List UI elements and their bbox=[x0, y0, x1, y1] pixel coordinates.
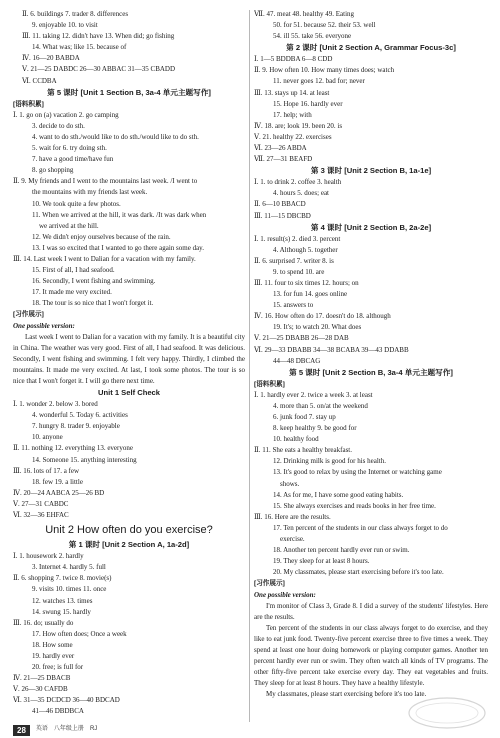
answer-line: 3. decide to do sth. bbox=[32, 121, 85, 130]
answer-line: [习作展示] bbox=[13, 311, 44, 319]
answer-line: 15. First of all, I had seafood. bbox=[32, 266, 115, 275]
section-heading: 第 4 课时 [Unit 2 Section B, 2a-2e] bbox=[310, 222, 432, 232]
answer-line: 9. visits 10. times 11. once bbox=[32, 585, 107, 594]
answer-line: 14. swung 15. hardly bbox=[32, 607, 91, 616]
answer-line: 41—46 DBDBCA bbox=[32, 707, 84, 716]
answer-line: Ⅲ. 16. lots of 17. a few bbox=[13, 466, 80, 475]
right-column bbox=[254, 9, 488, 700]
section-heading: 第 1 课时 [Unit 2 Section A, 1a-2d] bbox=[68, 540, 190, 550]
answer-line: Ⅰ. 1. wonder 2. below 3. bored bbox=[13, 400, 98, 409]
answer-line: One possible version: bbox=[254, 590, 316, 599]
answer-line: shows. bbox=[280, 479, 300, 488]
answer-line: 44—48 DBCAG bbox=[273, 356, 321, 365]
answer-line: Ⅲ. 13. stays up 14. at least bbox=[254, 88, 330, 97]
answer-line: 15. answers to bbox=[273, 301, 314, 310]
essay-paragraph: My classmates, please start exercising before it's too late. bbox=[266, 690, 427, 699]
answer-line: 15. Hope 16. hardly ever bbox=[273, 99, 343, 108]
answer-line: Ⅰ. 1. housework 2. hardly bbox=[13, 552, 84, 561]
answer-line: 4. want to do sth./would like to do sth./would like to do sth. bbox=[32, 132, 199, 141]
answer-line: Ⅵ. CCDBA bbox=[22, 76, 57, 85]
answer-line: 54. ill 55. take 56. everyone bbox=[273, 32, 352, 41]
answer-line: 8. keep healthy 9. be good for bbox=[273, 424, 357, 433]
answer-line: 13. It's good to relax by using the Internet or watching game bbox=[273, 468, 442, 477]
answer-line: 16. Secondly, I went fishing and swimming. bbox=[32, 277, 156, 286]
answer-line: 11. never goes 12. bad for; never bbox=[273, 77, 365, 86]
answer-line: Ⅳ. 20—24 AABCA 25—26 BD bbox=[13, 488, 105, 497]
answer-line: 12. We didn't enjoy ourselves because of the rain. bbox=[32, 232, 171, 241]
answer-line: 12. Drinking milk is good for his health. bbox=[273, 457, 386, 466]
answer-line: 4. hours 5. does; eat bbox=[273, 189, 329, 198]
answer-line: Ⅲ. 16. do; usually do bbox=[13, 618, 74, 627]
answer-line: exercise. bbox=[280, 535, 305, 544]
column-divider bbox=[249, 10, 250, 722]
watermark-stamp-icon bbox=[407, 696, 487, 730]
answer-line: we arrived at the hill. bbox=[39, 221, 99, 230]
essay-paragraph: Ten percent of the students in our class always forget to do exercise, and they like to eat junk food. Twenty-five percent exercise three to five times a week. They spend at least one hour doing homework or playing computer games. Another ten percent hardly ever run or swim. They often watch all kinds of TV programs. The other fifty-five percent take exercise every day. They eat vegetables and fruits. They sleep for at least 8 hours. They have a healthy lifestyle. bbox=[254, 623, 488, 688]
answer-line: Ⅴ. 21—25 DABDC 26—30 ABBAC 31—35 CBADD bbox=[22, 65, 176, 74]
answer-line: 9. to spend 10. are bbox=[273, 267, 325, 276]
answer-line: [语料积累] bbox=[254, 380, 285, 388]
section-heading: 第 5 课时 [Unit 2 Section B, 3a-4 单元主题写作] bbox=[289, 367, 453, 377]
answer-line: Ⅲ. 14. Last week I went to Dalian for a vacation with my family. bbox=[13, 254, 196, 263]
subject-label: 英语 bbox=[35, 726, 48, 733]
answer-line: 7. have a good time/have fun bbox=[32, 155, 114, 164]
answer-line: 13. for fun 14. goes online bbox=[273, 290, 348, 299]
answer-line: Ⅰ. 1. result(s) 2. died 3. percent bbox=[254, 234, 341, 243]
answer-line: 12. watches 13. times bbox=[32, 596, 93, 605]
essay-paragraph: I'm monitor of Class 3, Grade 8. I did a survey of the students' lifestyles. Here are the results. bbox=[254, 601, 488, 621]
answer-line: Ⅲ. 16. Here are the results. bbox=[254, 512, 331, 521]
answer-line: Ⅶ. 47. meat 48. healthy 49. Eating bbox=[254, 10, 355, 18]
answer-line: One possible version: bbox=[13, 321, 75, 330]
answer-line: Ⅴ. 27—31 CABDC bbox=[13, 499, 69, 508]
answer-line: 11. When we arrived at the hill, it was dark. /It was dark when bbox=[32, 210, 207, 219]
answer-line: Ⅱ. 9. My friends and I went to the mountains last week. /I went to bbox=[13, 177, 198, 186]
answer-line: Ⅱ. 6. surprised 7. writer 8. is bbox=[254, 256, 334, 265]
answer-line: [习作展示] bbox=[254, 580, 285, 588]
section-heading: Unit 2 How often do you exercise? bbox=[45, 524, 213, 537]
answer-line: 17. Ten percent of the students in our class always forget to do bbox=[273, 523, 448, 532]
answer-line: Ⅳ. 21—25 DBACB bbox=[13, 674, 71, 683]
answer-line: Ⅰ. 1. go on (a) vacation 2. go camping bbox=[13, 110, 119, 119]
answer-line: 18. few 19. a little bbox=[32, 477, 83, 486]
answer-line: 15. She always exercises and reads books in her free time. bbox=[273, 501, 436, 510]
answer-line: Ⅱ. 11. She eats a healthy breakfast. bbox=[254, 446, 352, 455]
answer-line: 17. help; with bbox=[273, 110, 312, 119]
answer-line: 3. Internet 4. hardly 5. full bbox=[32, 563, 106, 572]
answer-line: 4. more than 5. on/at the weekend bbox=[273, 401, 368, 410]
answer-line: 4. Although 5. together bbox=[273, 245, 338, 254]
answer-line: Ⅰ. 1—5 BDDBA 6—8 CDD bbox=[254, 55, 333, 64]
answer-line: 6. junk food 7. stay up bbox=[273, 413, 336, 421]
answer-line: Ⅳ. 16—20 BABDA bbox=[22, 54, 80, 63]
answer-line: 14. What was; like 15. because of bbox=[32, 43, 127, 52]
answer-line: Ⅱ. 9. How often 10. How many times does; watch bbox=[254, 66, 395, 75]
section-heading: 第 5 课时 [Unit 1 Section B, 3a-4 单元主题写作] bbox=[47, 87, 211, 97]
essay-paragraph: Last week I went to Dalian for a vacation with my family. It is a beautiful city in China. The weather was very good. First of all, I had seafood. It was delicious. Secondly, I went fishing and swimming. I felt very happy. Thirdly, I climbed the mountains. It made me very excited. At last, I took some photos. The tour is so nice that I won't forget it. I will go there next time. bbox=[13, 332, 245, 385]
grade-label: 八年级上册 bbox=[53, 726, 84, 733]
answer-line: 10. We took quite a few photos. bbox=[32, 199, 121, 208]
answer-line: [语料积累] bbox=[13, 100, 44, 108]
section-heading: 第 3 课时 [Unit 2 Section B, 1a-1e] bbox=[310, 166, 432, 176]
answer-line: 20. free; is full for bbox=[32, 663, 84, 672]
answer-line: Ⅴ. 26—30 CAFDB bbox=[13, 685, 68, 694]
answer-line: Ⅵ. 31—35 DCDCD 36—40 BDCAD bbox=[13, 696, 120, 705]
answer-line: the mountains with my friends last week. bbox=[32, 188, 148, 197]
page-footer bbox=[13, 724, 97, 736]
answer-line: 18. How some bbox=[32, 640, 73, 649]
answer-line: 14. Someone 15. anything interesting bbox=[32, 455, 137, 464]
answer-line: 19. It's; to watch 20. What does bbox=[273, 323, 362, 332]
answer-line: Ⅵ. 23—26 ABDA bbox=[254, 144, 307, 153]
answer-line: 9. enjoyable 10. to visit bbox=[32, 21, 98, 30]
answer-line: Ⅱ. 6. shopping 7. twice 8. movie(s) bbox=[13, 574, 112, 583]
answer-line: Ⅴ. 21. healthy 22. exercises bbox=[254, 132, 332, 141]
answer-line: Ⅳ. 18. are; look 19. been 20. is bbox=[254, 121, 343, 130]
answer-line: 8. go shopping bbox=[32, 166, 74, 175]
answer-line: 10. healthy food bbox=[273, 435, 319, 444]
answer-line: 17. How often does; Once a week bbox=[32, 629, 127, 638]
answer-line: 10. anyone bbox=[32, 433, 63, 442]
answer-line: Ⅳ. 16. How often do 17. doesn't do 18. although bbox=[254, 312, 391, 321]
answer-line: Ⅰ. 1. hardly ever 2. twice a week 3. at least bbox=[254, 390, 373, 399]
answer-line: Ⅶ. 27—31 BEAFD bbox=[254, 155, 313, 164]
left-column bbox=[13, 9, 245, 718]
section-heading: Unit 1 Self Check bbox=[97, 388, 161, 398]
section-heading: 第 2 课时 [Unit 2 Section A, Grammar Focus-3c] bbox=[286, 43, 456, 53]
answer-line: 18. The tour is so nice that I won't forget it. bbox=[32, 299, 154, 308]
answer-line: Ⅲ. 11—15 DBCBD bbox=[254, 211, 311, 220]
answer-line: Ⅰ. 1. to drink 2. coffee 3. health bbox=[254, 178, 342, 187]
answer-line: Ⅱ. 6—10 BBACD bbox=[254, 200, 306, 209]
answer-line: Ⅱ. 6. buildings 7. trader 8. differences bbox=[22, 10, 129, 18]
answer-line: Ⅲ. 11. four to six times 12. hours; on bbox=[254, 278, 359, 287]
page-number: 28 bbox=[13, 725, 30, 736]
answer-line: Ⅴ. 21—25 DBABB 26—28 DAB bbox=[254, 334, 349, 343]
answer-line: 50. for 51. because 52. their 53. well bbox=[273, 21, 376, 30]
answer-line: 19. They sleep for at least 8 hours. bbox=[273, 557, 370, 566]
answer-line: 20. My classmates, please start exercising before it's too late. bbox=[273, 568, 444, 577]
answer-line: 17. It made me very excited. bbox=[32, 288, 112, 297]
edition-label: RJ bbox=[89, 726, 98, 733]
answer-line: Ⅵ. 32—36 EHFAC bbox=[13, 511, 69, 520]
answer-line: 5. wait for 6. try doing sth. bbox=[32, 144, 107, 153]
answer-line: 4. wonderful 5. Today 6. activities bbox=[32, 411, 128, 420]
answer-line: 14. As for me, I have some good eating habits. bbox=[273, 490, 404, 499]
answer-line: Ⅲ. 11. taking 12. didn't have 13. When did; go fishing bbox=[22, 32, 175, 41]
answer-line: 7. hungry 8. trader 9. enjoyable bbox=[32, 422, 120, 431]
answer-line: 13. I was so excited that I wanted to go there again some day. bbox=[32, 243, 204, 252]
answer-line: 19. hardly ever bbox=[32, 651, 75, 660]
answer-line: 18. Another ten percent hardly ever run or swim. bbox=[273, 546, 410, 555]
answer-line: Ⅵ. 29—33 DBABB 34—38 BCABA 39—43 DDABB bbox=[254, 345, 409, 354]
answer-line: Ⅱ. 11. nothing 12. everything 13. everyone bbox=[13, 444, 133, 453]
